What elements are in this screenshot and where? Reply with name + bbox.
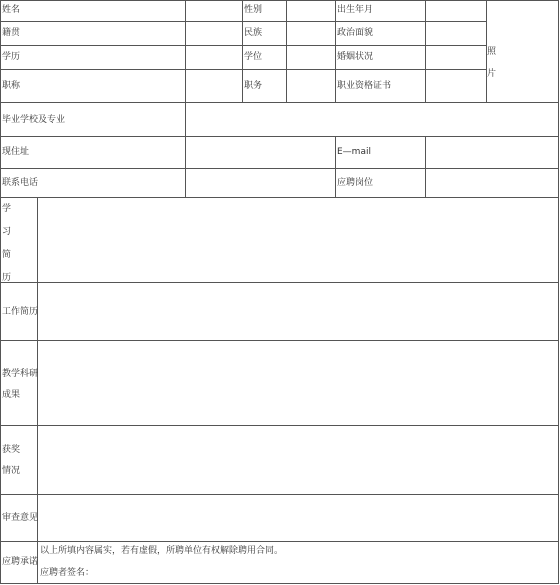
- applied-post-field[interactable]: [426, 169, 558, 197]
- grid-line: [185, 0, 186, 102]
- label-qualification-cert: 职业资格证书: [337, 81, 392, 91]
- label-name: 姓名: [2, 5, 21, 15]
- photo-box[interactable]: [487, 1, 558, 102]
- label-review: 审查意见: [2, 513, 39, 523]
- label-char: 习: [2, 227, 12, 237]
- grid-line: [0, 583, 559, 584]
- label-research: 教学科研: [2, 369, 39, 379]
- label-education: 学历: [2, 52, 21, 62]
- grid-line: [242, 0, 243, 102]
- grid-line: [0, 21, 486, 22]
- label-ethnicity: 民族: [244, 28, 263, 38]
- label-email: E—mail: [337, 147, 371, 157]
- school-major-field[interactable]: [186, 103, 558, 136]
- label-awards: 获奖: [2, 445, 21, 455]
- work-history-field[interactable]: [38, 283, 558, 340]
- label-study-history: [2, 198, 16, 290]
- label-gender: 性别: [244, 5, 263, 15]
- label-birth-date: 出生年月: [337, 5, 374, 15]
- phone-field[interactable]: [186, 169, 335, 197]
- grid-line: [0, 0, 559, 1]
- grid-line: [335, 136, 336, 197]
- research-field[interactable]: [38, 341, 558, 425]
- photo-label-1: 照: [487, 47, 497, 57]
- pledge-text: 以上所填内容属实，若有虚假，所聘单位有权解除聘用合同。: [40, 546, 284, 556]
- label-phone: 联系电话: [2, 178, 39, 188]
- grid-line: [335, 0, 336, 102]
- label-applied-post: 应聘岗位: [337, 178, 374, 188]
- study-history-field[interactable]: [38, 198, 558, 282]
- label-native-place: 籍贯: [2, 28, 21, 38]
- label-school-major: 毕业学校及专业: [2, 115, 66, 125]
- label-work-history: 工作简历: [2, 307, 39, 317]
- grid-line: [0, 541, 559, 542]
- label-address: 现住址: [2, 147, 30, 157]
- label-char: 历: [2, 273, 12, 283]
- grid-line: [425, 0, 426, 102]
- label-char: 简: [2, 250, 12, 260]
- grid-line: [286, 0, 287, 102]
- awards-field[interactable]: [38, 426, 558, 494]
- grid-line: [558, 0, 559, 584]
- label-char: 学: [2, 204, 12, 214]
- review-field[interactable]: [38, 495, 558, 541]
- photo-label-2: 片: [487, 69, 497, 79]
- label-pledge: 应聘承诺: [2, 557, 39, 567]
- label-awards: 情况: [2, 466, 21, 476]
- grid-line: [0, 0, 1, 584]
- grid-line: [0, 69, 486, 70]
- label-job-position: 职务: [244, 81, 263, 91]
- signature-label: 应聘者签名：: [40, 568, 95, 578]
- address-field[interactable]: [186, 137, 335, 168]
- label-degree: 学位: [244, 52, 263, 62]
- email-field[interactable]: [426, 137, 558, 168]
- signature-field[interactable]: [100, 564, 300, 582]
- label-marital-status: 婚姻状况: [337, 52, 374, 62]
- label-research: 成果: [2, 390, 21, 400]
- label-political-status: 政治面貌: [337, 28, 374, 38]
- grid-line: [0, 45, 486, 46]
- label-professional-title: 职称: [2, 81, 21, 91]
